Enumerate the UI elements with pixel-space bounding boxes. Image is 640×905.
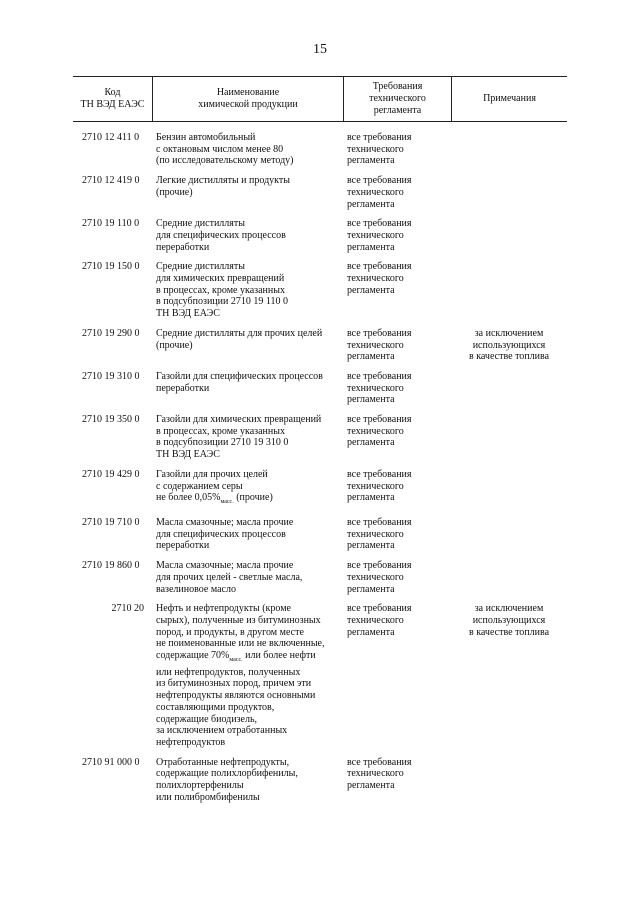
row-name: Масла смазочные; масла прочие для специфических процессов переработки xyxy=(156,516,294,552)
row-notes: за исключением использующихся в качестве топлива xyxy=(468,603,550,638)
table-row xyxy=(73,603,567,748)
table-row xyxy=(73,560,567,595)
subscript-mass: масс. xyxy=(220,499,234,506)
row-notes xyxy=(451,414,567,461)
table-row xyxy=(73,371,567,406)
table-row xyxy=(73,757,567,804)
row-requirements: все требования технического регламента xyxy=(347,516,412,552)
row-name: Легкие дистилляты и продукты (прочие) xyxy=(156,175,290,198)
row-code: 2710 19 310 0 xyxy=(82,370,140,382)
row-name-part: Газойли для прочих целей с содержанием серы не более 0,05% xyxy=(156,468,268,504)
row-notes xyxy=(451,132,567,167)
header-code: Код ТН ВЭД ЕАЭС xyxy=(80,87,145,110)
table-row xyxy=(73,328,567,363)
row-requirements: все требования технического регламента xyxy=(347,603,412,638)
subscript-mass: масс. xyxy=(229,657,243,664)
row-requirements: все требования технического регламента xyxy=(347,756,412,792)
row-requirements: все требования технического регламента xyxy=(347,468,412,504)
row-notes xyxy=(451,560,567,595)
table-row xyxy=(73,414,567,461)
row-code: 2710 12 419 0 xyxy=(82,175,140,187)
row-name: Средние дистилляты для химических превращений в процессах, кроме указанных в подсубпозиции 2710 19 110 0 ТН ВЭД ЕАЭС xyxy=(156,261,288,320)
chemical-products-table xyxy=(73,76,567,811)
header-notes: Примечания xyxy=(451,77,567,121)
row-code: 2710 19 290 0 xyxy=(82,327,140,339)
row-name-part: или более нефти или нефтепродуктов, полученных из битуминозных пород, причем эти нефтепродукты являются основными составляющими продуктов, содержащие биодизель, за исключением отработанных нефтепродуктов xyxy=(156,650,316,748)
row-name xyxy=(152,469,343,509)
row-notes xyxy=(451,469,567,509)
row-requirements: все требования технического регламента xyxy=(347,175,412,210)
row-name: Газойли для специфических процессов переработки xyxy=(156,370,323,394)
row-requirements: все требования технического регламента xyxy=(347,370,412,406)
row-requirements: все требования технического регламента xyxy=(347,327,412,363)
row-code: 2710 19 860 0 xyxy=(82,560,140,572)
row-code: 2710 12 411 0 xyxy=(82,132,140,143)
row-notes xyxy=(451,757,567,804)
page-number: 15 xyxy=(313,42,327,57)
row-notes xyxy=(451,517,567,552)
table-row xyxy=(73,261,567,320)
row-notes: за исключением использующихся в качестве топлива xyxy=(468,327,550,363)
row-name-part: Нефть и нефтепродукты (кроме сырых), полученные из битуминозных пород, и продукты, в другом месте не поименованные или не включенные, содержащие 70% xyxy=(156,603,325,662)
row-name: Масла смазочные; масла прочие для прочих целей - светлые масла, вазелиновое масло xyxy=(156,560,303,595)
table-row xyxy=(73,175,567,210)
header-requirements: Требования технического регламента xyxy=(343,77,451,121)
row-name: Бензин автомобильный с октановым числом менее 80 (по исследовательскому методу) xyxy=(156,132,294,167)
row-name: Отработанные нефтепродукты, содержащие полихлорбифенилы, полихлортерфенилы или полибромбифенилы xyxy=(156,756,298,803)
row-requirements: все требования технического регламента xyxy=(347,132,412,167)
row-code: 2710 20 xyxy=(111,603,144,615)
row-code: 2710 19 110 0 xyxy=(82,218,140,230)
row-code: 2710 91 000 0 xyxy=(82,756,140,768)
row-code: 2710 19 710 0 xyxy=(82,516,140,528)
table-row xyxy=(73,218,567,253)
row-notes xyxy=(451,371,567,406)
row-name xyxy=(152,603,343,748)
row-notes xyxy=(451,261,567,320)
table-body xyxy=(73,122,567,803)
row-code: 2710 19 150 0 xyxy=(82,261,140,273)
row-requirements: все требования технического регламента xyxy=(347,261,412,296)
row-requirements: все требования технического регламента xyxy=(347,414,412,449)
row-requirements: все требования технического регламента xyxy=(347,560,412,595)
row-requirements: все требования технического регламента xyxy=(347,218,412,253)
table-header xyxy=(73,76,567,122)
table-row xyxy=(73,132,567,167)
row-notes xyxy=(451,175,567,210)
row-code: 2710 19 429 0 xyxy=(82,468,140,480)
table-row xyxy=(73,469,567,509)
row-name: Средние дистилляты для специфических процессов переработки xyxy=(156,218,286,253)
row-code: 2710 19 350 0 xyxy=(82,414,140,426)
row-name-part: (прочие) xyxy=(233,492,273,504)
row-name: Газойли для химических превращений в процессах, кроме указанных в подсубпозиции 2710 19 310 0 ТН ВЭД ЕАЭС xyxy=(156,414,322,461)
row-notes xyxy=(451,218,567,253)
row-name: Средние дистилляты для прочих целей (прочие) xyxy=(156,327,323,351)
table-row xyxy=(73,517,567,552)
header-name: Наименование химической продукции xyxy=(152,77,343,121)
